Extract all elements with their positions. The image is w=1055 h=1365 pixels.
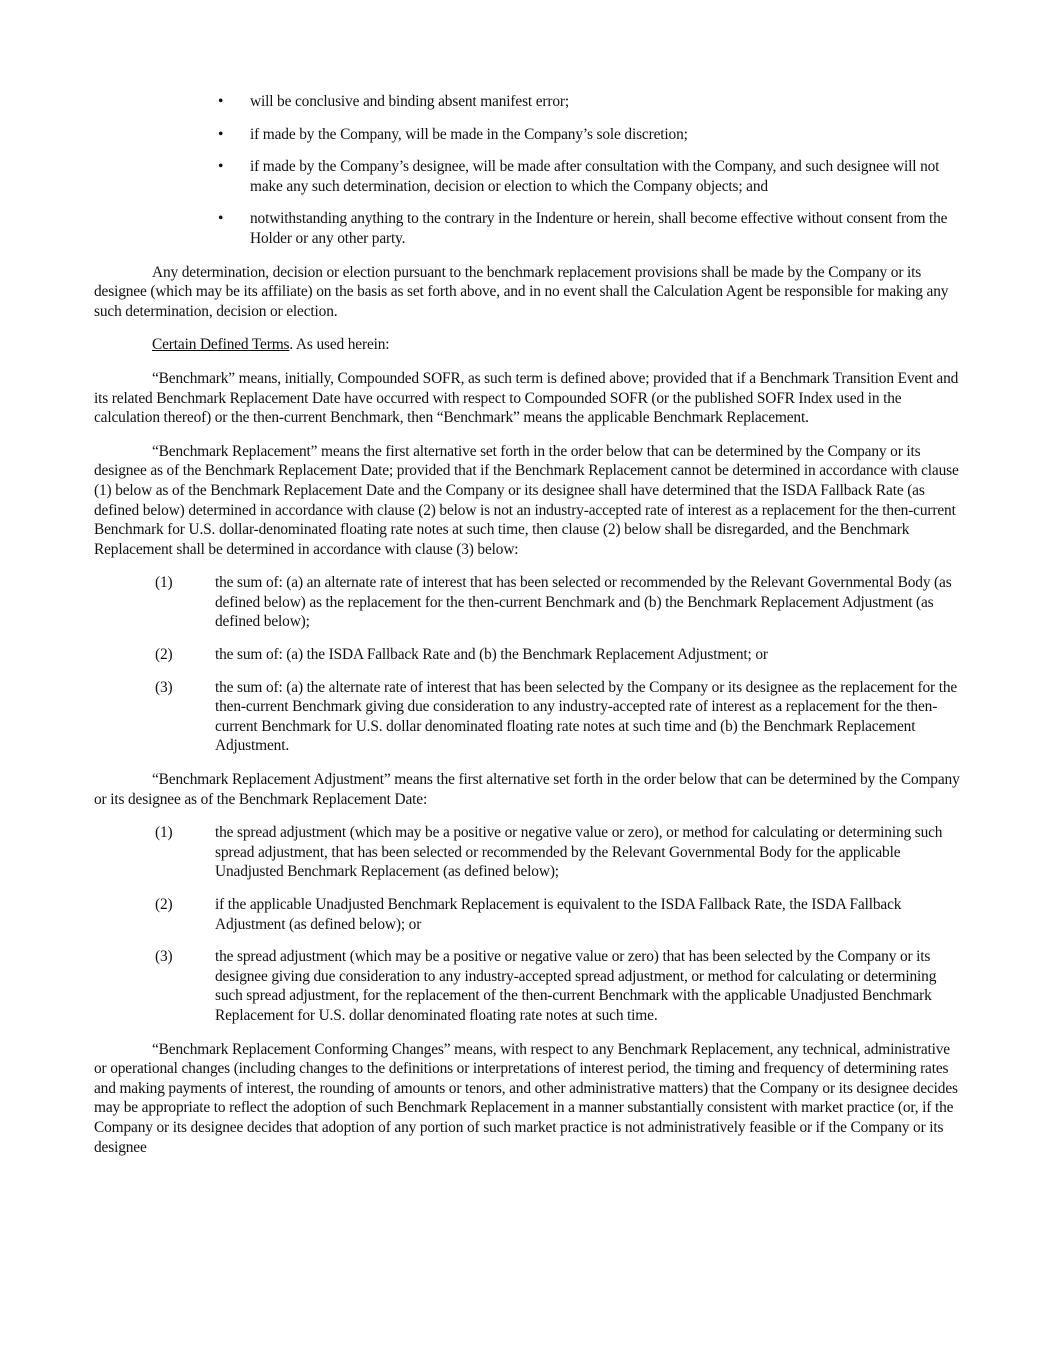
clause-item [94,823,964,882]
clause-number: (3) [155,678,173,696]
bullet-icon: • [218,210,224,228]
bullet-text: notwithstanding anything to the contrary in the Indenture or herein, shall become effective without consent from the Holder or any other party. [250,210,948,247]
clause-text: the sum of: (a) the ISDA Fallback Rate and (b) the Benchmark Replacement Adjustment; or [215,646,768,664]
clause-text: the sum of: (a) the alternate rate of interest that has been selected by the Company or its designee as the replacement for the then-current Benchmark giving due consideration to any industry-accepted rate of interest as a replacement for the then-current Benchmark for U.S. dollar denominated floating rate notes at such time and (b) the Benchmark Replacement Adjustment. [215,678,958,755]
bullet-icon: • [218,125,224,143]
paragraph-determination: Any determination, decision or election pursuant to the benchmark replacement provisions shall be made by the Company or its designee (which may be its affiliate) on the basis as set forth above, and in no event shall the Calculation Agent be responsible for making any such determination, decision or election. [94,263,949,320]
defined-terms-heading [94,335,964,355]
bullet-icon: • [218,158,224,176]
adjustment-clause-list [94,823,964,1025]
bullet-icon: • [218,93,224,110]
clause-item [94,678,964,756]
document-page [94,92,964,1171]
clause-item [94,947,964,1025]
clause-number: (1) [155,574,173,592]
clause-text: the sum of: (a) an alternate rate of interest that has been selected or recommended by the Relevant Governmental Body (as defined below) as the replacement for the then-current Benchmark and (b) the Benchmark Replacement Adjustment (as defined below); [215,574,952,631]
clause-number: (2) [155,646,173,664]
bullet-item [94,157,964,196]
clause-text: the spread adjustment (which may be a positive or negative value or zero), or method for calculating or determining such spread adjustment, that has been selected or recommended by the Relevant Governmental Body for the applicable Unadjusted Benchmark Replacement (as defined below); [215,824,943,881]
replacement-clause-list [94,573,964,756]
bullet-item [94,125,964,145]
clause-text: if the applicable Unadjusted Benchmark Replacement is equivalent to the ISDA Fallback Rate, the ISDA Fallback Adjustment (as defined below); or [215,896,902,933]
clause-item [94,645,964,665]
clause-number: (3) [155,948,173,966]
paragraph-conforming-changes-definition: “Benchmark Replacement Conforming Changes” means, with respect to any Benchmark Replacement, any technical, administrative or operational changes (including changes to the definitions or interpretations of interest period, the timing and frequency of determining rates and making payments of interest, the rounding of amounts or tenors, and other administrative matters) that the Company or its designee decides may be appropriate to reflect the adoption of such Benchmark Replacement in a manner substantially consistent with market practice (or, if the Company or its designee decides that adoption of any portion of such market practice is not administratively feasible or if the Company or its designee [94,1040,958,1156]
bullet-list [94,92,964,249]
bullet-text: will be conclusive and binding absent manifest error; [250,93,570,110]
bullet-item [94,92,964,112]
paragraph-adjustment-definition: “Benchmark Replacement Adjustment” means the first alternative set forth in the order below that can be determined by the Company or its designee as of the Benchmark Replacement Date: [94,771,960,808]
clause-number: (2) [155,896,173,913]
clause-item [94,895,964,934]
paragraph-benchmark-definition: “Benchmark” means, initially, Compounded SOFR, as such term is defined above; provided that if a Benchmark Transition Event and its related Benchmark Replacement Date have occurred with respect to Compounded SOFR (or the published SOFR Index used in the calculation thereof) or the then-current Benchmark, then “Benchmark” means the applicable Benchmark Replacement. [94,369,959,427]
bullet-text: if made by the Company’s designee, will be made after consultation with the Company, and such designee will not make any such determination, decision or election to which the Company objects; and [250,158,940,195]
paragraph-benchmark-replacement-definition: “Benchmark Replacement” means the first alternative set forth in the order below that can be determined by the Company or its designee as of the Benchmark Replacement Date; provided that if the Benchmark Replacement cannot be determined in accordance with clause (1) below as of the Benchmark Replacement Date and the Company or its designee shall have determined that the ISDA Fallback Rate (as defined below) determined in accordance with clause (2) below is not an industry-accepted rate of interest as a replacement for the then-current Benchmark for U.S. dollar-denominated floating rate notes at such time, then clause (2) below shall be disregarded, and the Benchmark Replacement shall be determined in accordance with clause (3) below: [94,442,959,558]
defined-terms-title: Certain Defined Terms [152,336,290,354]
clause-number: (1) [155,824,173,842]
defined-terms-suffix: . As used herein: [289,336,390,354]
clause-item [94,573,964,632]
bullet-item [94,209,964,248]
clause-text: the spread adjustment (which may be a positive or negative value or zero) that has been selected by the Company or its designee giving due consideration to any industry-accepted spread adjustment, or method for calculating or determining such spread adjustment, for the replacement of the then-current Benchmark with the applicable Unadjusted Benchmark Replacement for U.S. dollar denominated floating rate notes at such time. [215,948,937,1024]
bullet-text: if made by the Company, will be made in the Company’s sole discretion; [250,125,688,143]
